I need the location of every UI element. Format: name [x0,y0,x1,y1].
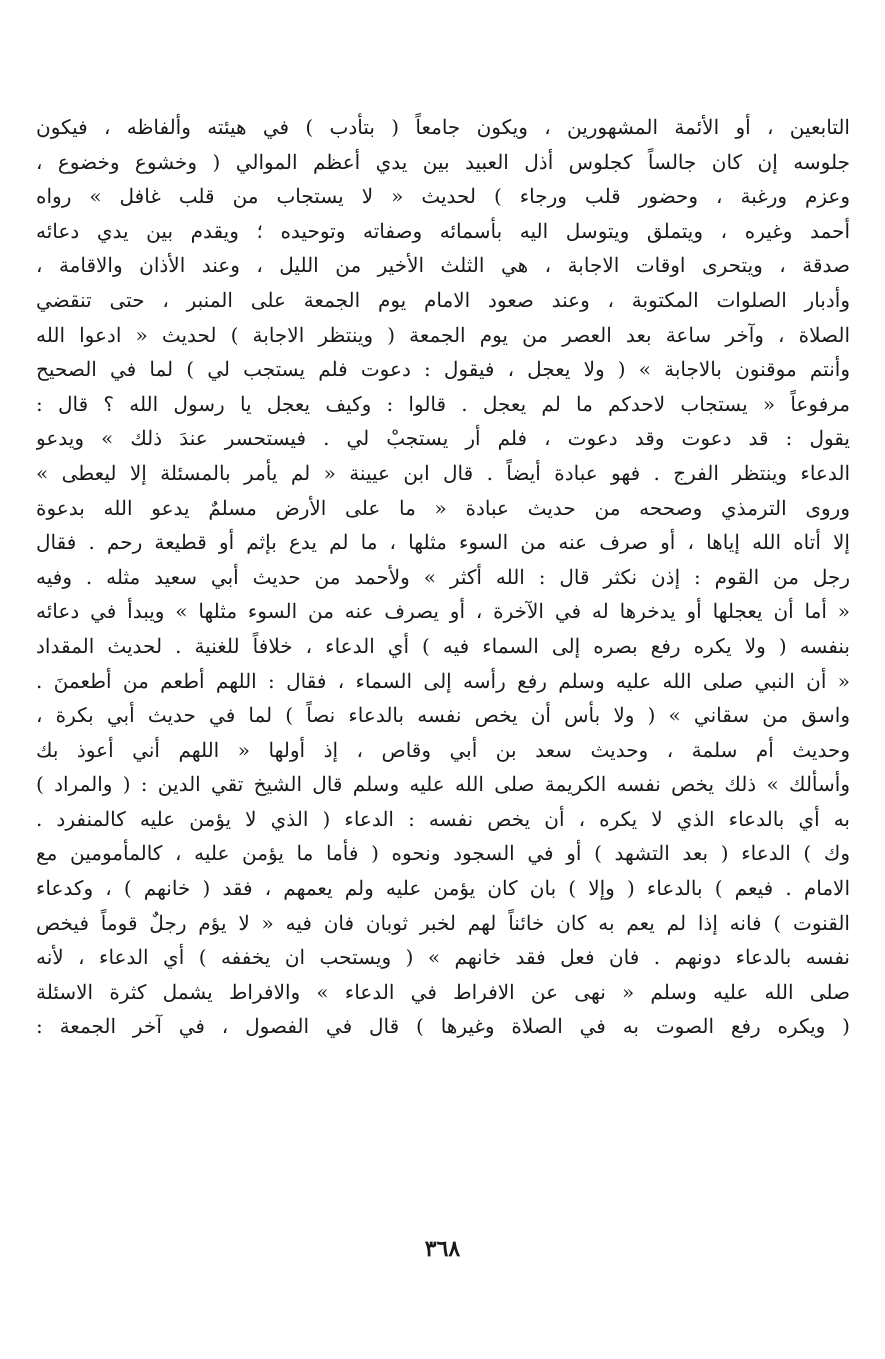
text-line: وأنتم موقنون بالاجابة » ( ولا يعجل ، فيقول : دعوت فلم يستجب لي ) لما في الصحيح [36,357,850,382]
text-line: « أن النبي صلى الله عليه وسلم رفع رأسه إلى السماء ، فقال : اللهم أطعم من أطعمنَ . [36,668,850,693]
text-line: ( ويكره رفع الصوت به في الصلاة وغيرها ) قال في الفصول ، في آخر الجمعة : [36,1014,850,1039]
text-line: وروى الترمذي وصححه من حديث عبادة « ما على الأرض مسلمٌ يدعو الله بدعوة [36,495,850,520]
text-line: وأسألك » ذلك يخص نفسه الكريمة صلى الله عليه وسلم قال الشيخ تقي الدين : ( والمراد ) [36,772,850,797]
text-line: التابعين ، أو الأئمة المشهورين ، ويكون جامعاً ( بتأدب ) في هيئته وألفاظه ، فيكون [36,115,850,139]
text-line: نفسه بالدعاء دونهم . فان فعل فقد خانهم » ( ويستحب ان يخففه ) أي الدعاء ، لأنه [36,945,850,970]
text-line: وعزم ورغبة ، وحضور قلب ورجاء ) لحديث « لا يستجاب من قلب غافل » رواه [36,184,850,209]
text-line: مرفوعاً « يستجاب لاحدكم ما لم يعجل . قالوا : وكيف يعجل يا رسول الله ؟ قال : [36,391,850,416]
text-line: بنفسه ( ولا يكره رفع بصره إلى السماء فيه ) أي الدعاء ، خلافاً للغنية . لحديث المقداد [36,633,850,658]
text-line: الصلاة ، وآخر ساعة بعد العصر من يوم الجمعة ( وينتظر الاجابة ) لحديث « ادعوا الله [36,322,850,347]
text-line: الدعاء وينتظر الفرج . فهو عبادة أيضاً . قال ابن عيينة « لم يأمر بالمسئلة إلا ليعطى » [36,460,850,485]
text-line: رجل من القوم : إذن نكثر قال : الله أكثر » ولأحمد من حديث أبي سعيد مثله . وفيه [36,564,850,589]
text-line: إلا أتاه الله إياها ، أو صرف عنه من السوء مثلها ، ما لم يدع بإثم أو قطيعة رحم . فقال [36,530,850,555]
text-line: جلوسه إن كان جالساً كجلوس أذل العبيد بين يدي أعظم الموالي ( وخشوع وخضوع ، [36,149,850,174]
text-line: واسق من سقاني » ( ولا بأس أن يخص نفسه بالدعاء نصاً ) لما في حديث أبي بكرة ، [36,703,850,728]
text-line: وك ) الدعاء ( بعد التشهد ) أو في السجود ونحوه ( فأما ما يؤمن عليه ، كالمأمومين مع [36,841,850,866]
text-line: يقول : قد دعوت وقد دعوت ، فلم أر يستجبْ لي . فيستحسر عندَ ذلك » ويدعو [36,426,850,451]
text-line: وأدبار الصلوات المكتوبة ، وعند صعود الامام يوم الجمعة على المنبر ، حتى تنقضي [36,287,850,312]
text-line: « أما أن يعجلها أو يدخرها له في الآخرة ، أو يصرف عنه من السوء مثلها » ويبدأ في دعائه [36,599,850,624]
page-number: ٣٦٨ [424,1236,461,1262]
text-line: به أي بالدعاء الذي لا يكره ، أن يخص نفسه : الدعاء ( الذي لا يؤمن عليه كالمنفرد . [36,806,850,831]
text-line: صلى الله عليه وسلم « نهى عن الافراط في الدعاء » والافراط يشمل كثرة الاسئلة [36,979,850,1004]
text-line: وحديث أم سلمة ، وحديث سعد بن أبي وقاص ، إذ أولها « اللهم أني أعوذ بك [36,737,850,762]
text-line: القنوت ) فانه إذا لم يعم به كان خائناً لهم لخبر ثوبان فان فيه « لا يؤم رجلٌ قوماً فيخص [36,910,850,935]
text-line: صدقة ، ويتحرى اوقات الاجابة ، هي الثلث الأخير من الليل ، وعند الأذان والاقامة ، [36,253,850,278]
text-line: الامام . فيعم ) بالدعاء ( وإلا ) بان كان يؤمن عليه ولم يعمهم ، فقد ( خانهم ) ، وكدعاء [36,876,850,901]
text-line: أحمد وغيره ، ويتملق ويتوسل اليه بأسمائه وصفاته وتوحيده ؛ ويقدم بين يدي دعائه [36,218,850,243]
body-text [36,110,850,1044]
